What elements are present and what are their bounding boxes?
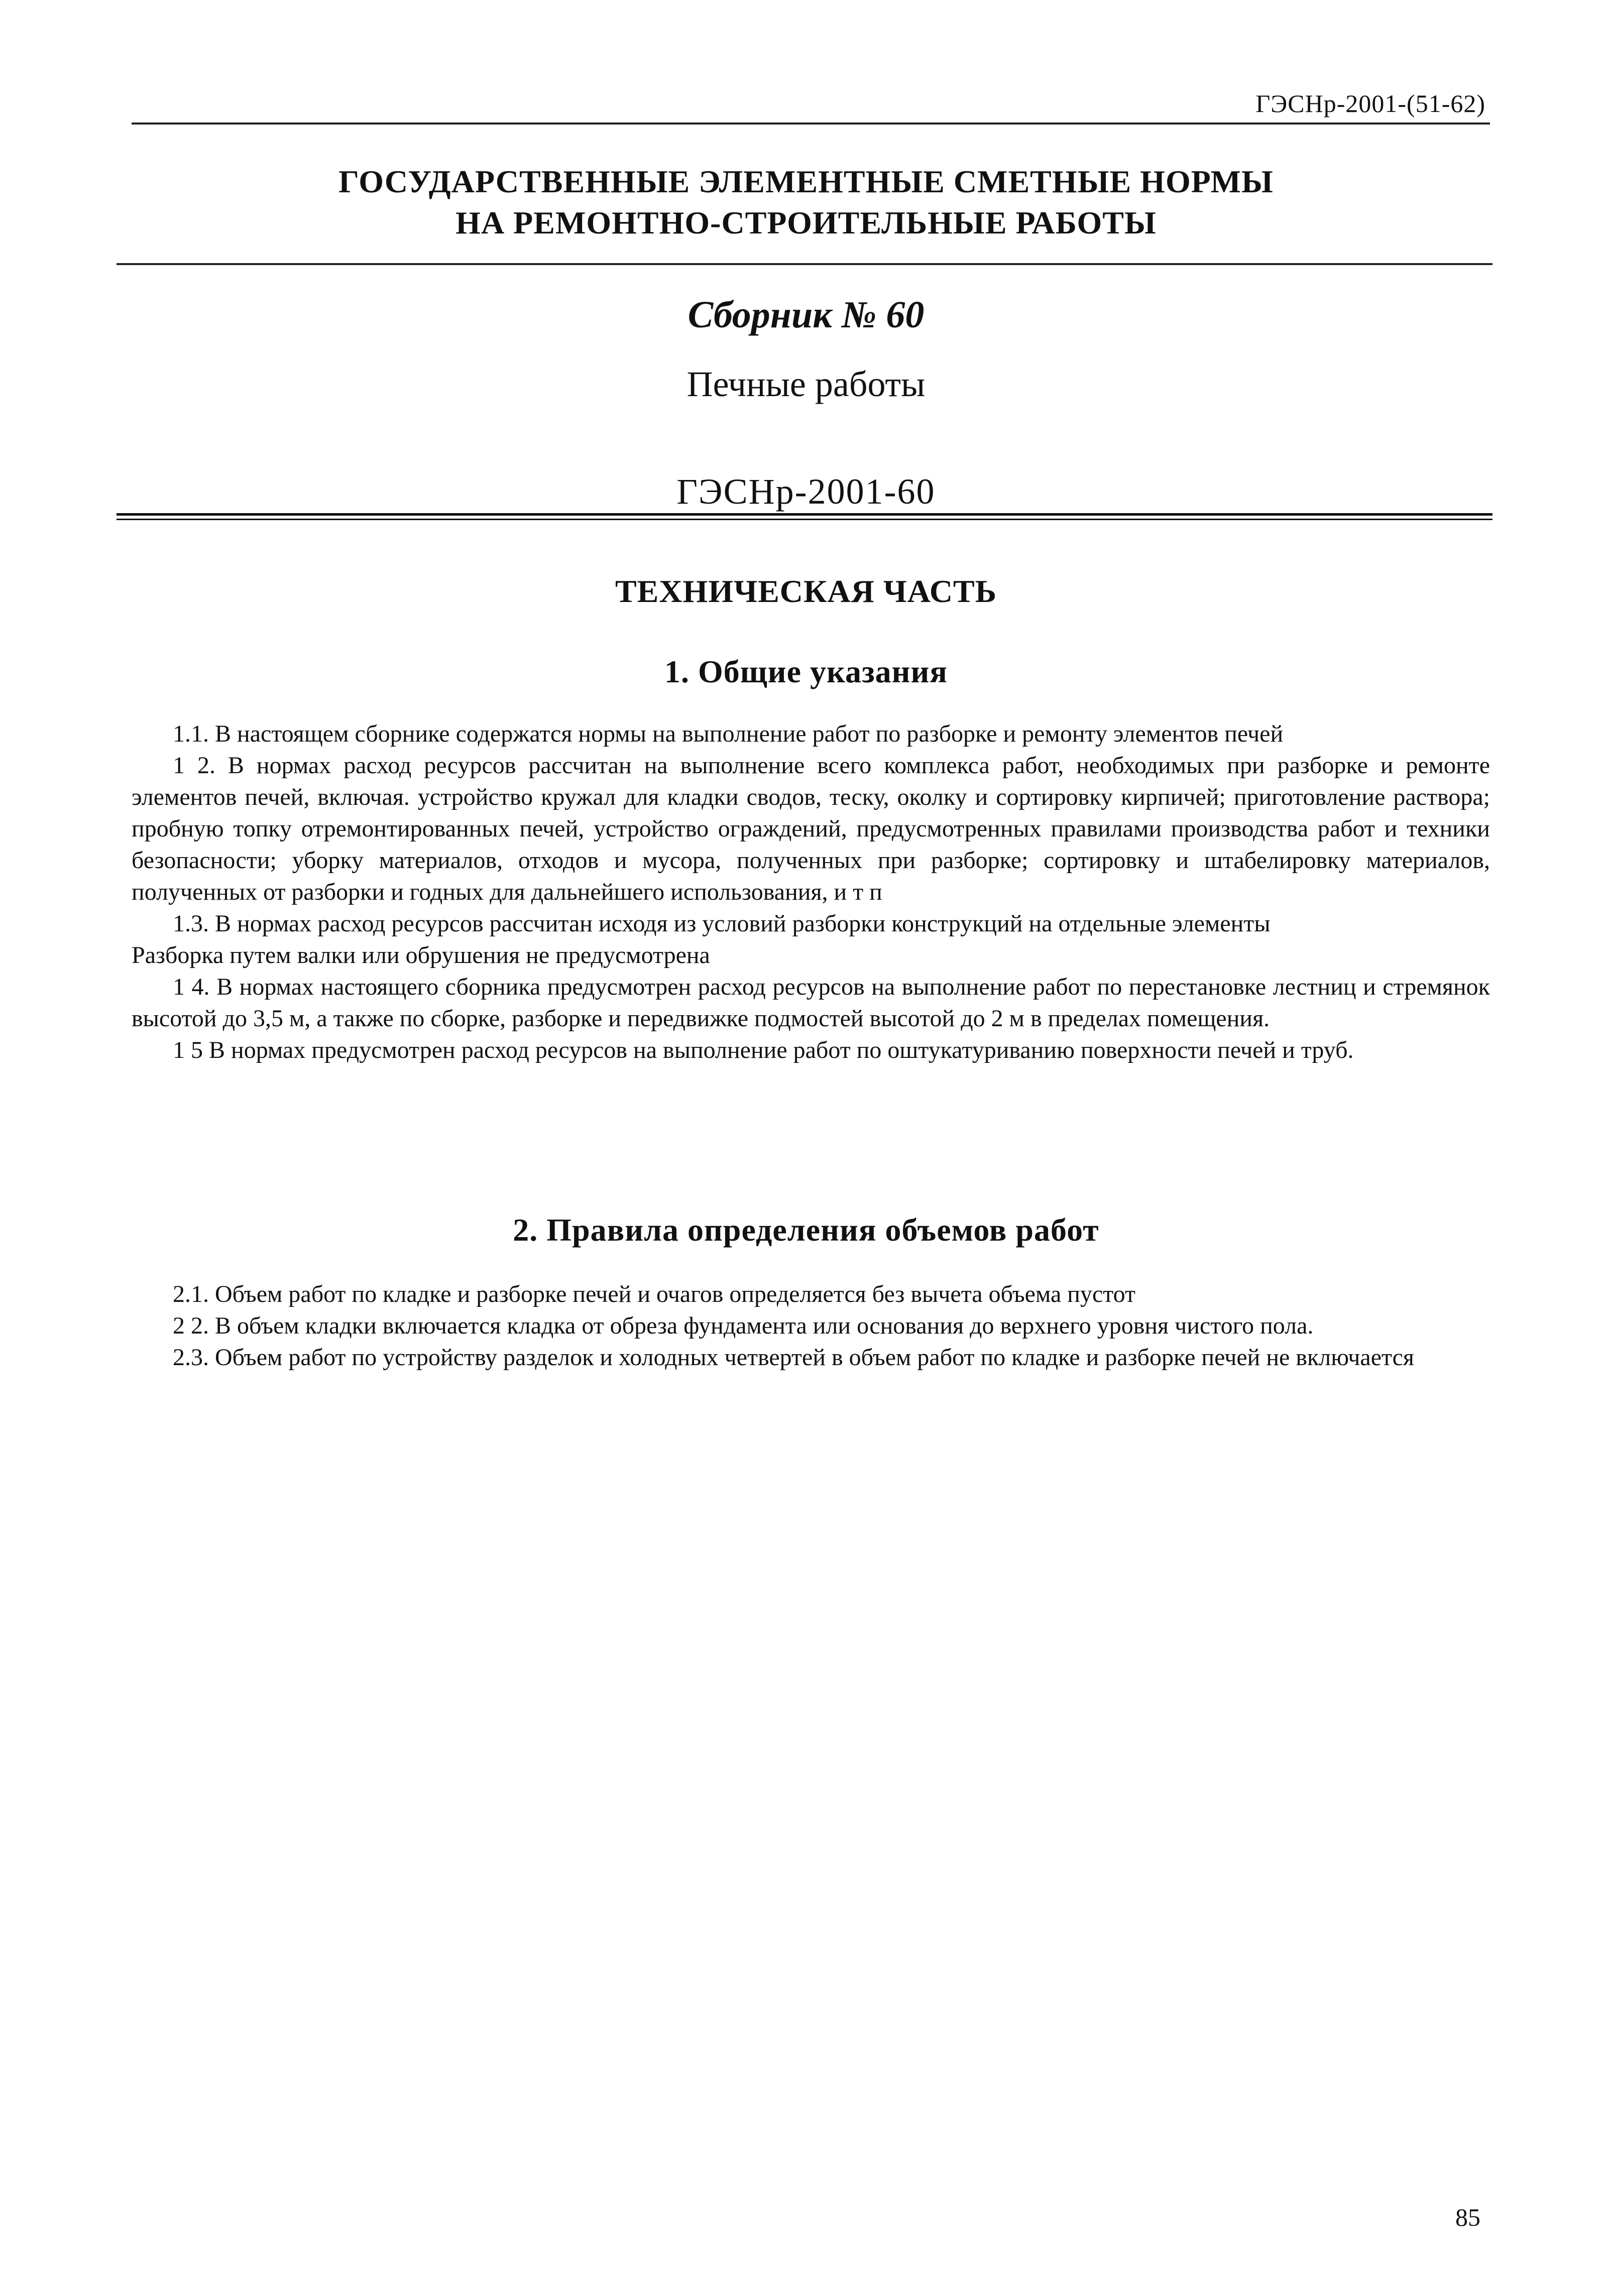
section-1-body (132, 718, 1490, 1066)
title-line-2: НА РЕМОНТНО-СТРОИТЕЛЬНЫЕ РАБОТЫ (455, 205, 1157, 240)
page-number: 85 (1455, 2203, 1480, 2231)
collection-name: Печные работы (686, 364, 926, 404)
section-2-body (132, 1278, 1490, 1373)
paragraph-2-2: 2 2. В объем кладки включается кладка от обреза фундамента или основания до верхнего уровня чистого пола. (173, 1312, 1314, 1339)
collection-rule-thick (117, 513, 1492, 516)
section-1-heading: 1. Общие указания (664, 654, 948, 689)
collection-rule-thin (117, 519, 1492, 520)
title-line-1: ГОСУДАРСТВЕННЫЕ ЭЛЕМЕНТНЫЕ СМЕТНЫЕ НОРМЫ (338, 164, 1274, 199)
paragraph-1-4: 1 4. В нормах настоящего сборника предусмотрен расход ресурсов на выполнение работ по перестановке лестниц и стремянок высотой до 3,5 м, а также по сборке, разборке и передвижке подмостей высотой до 2 м в пределах помещения. (132, 974, 1490, 1032)
paragraph-2-3: 2.3. Объем работ по устройству разделок и холодных четвертей в объем работ по кладке и разборке печей не включается (173, 1344, 1414, 1371)
title-rule (117, 263, 1492, 265)
paragraph-1-3: 1.3. В нормах расход ресурсов рассчитан исходя из условий разборки конструкций на отдельные элементы (173, 910, 1271, 937)
collection-code: ГЭСНр-2001-60 (676, 471, 936, 512)
paragraph-2-1: 2.1. Объем работ по кладке и разборке печей и очагов определяется без вычета объема пустот (173, 1281, 1135, 1307)
paragraph-1-2: 1 2. В нормах расход ресурсов рассчитан на выполнение всего комплекса работ, необходимых при разборке и ремонте элементов печей, включая. устройство кружал для кладки сводов, теску, околку и сортировку кирпичей; приготовление раствора; пробную топку отремонтированных печей, устройство ограждений, предусмотренных правилами производства работ и техники безопасности; уборку материалов, отходов и мусора, полученных при разборке; сортировку и штабелировку материалов, полученных от разборки и годных для дальнейшего использования, и т п (132, 752, 1490, 905)
technical-part-heading: ТЕХНИЧЕСКАЯ ЧАСТЬ (615, 573, 997, 609)
document-code: ГЭСНр-2001-(51-62) (1255, 89, 1485, 117)
collection-number: Сборник № 60 (687, 294, 925, 336)
paragraph-1-3-cont: Разборка путем валки или обрушения не предусмотрена (132, 942, 710, 969)
paragraph-1-1: 1.1. В настоящем сборнике содержатся нормы на выполнение работ по разборке и ремонту элементов печей (173, 720, 1284, 747)
section-2-heading: 2. Правила определения объемов работ (513, 1212, 1099, 1248)
header-rule (132, 123, 1490, 125)
paragraph-1-5: 1 5 В нормах предусмотрен расход ресурсов на выполнение работ по оштукатуриванию поверхности печей и труб. (173, 1037, 1354, 1063)
